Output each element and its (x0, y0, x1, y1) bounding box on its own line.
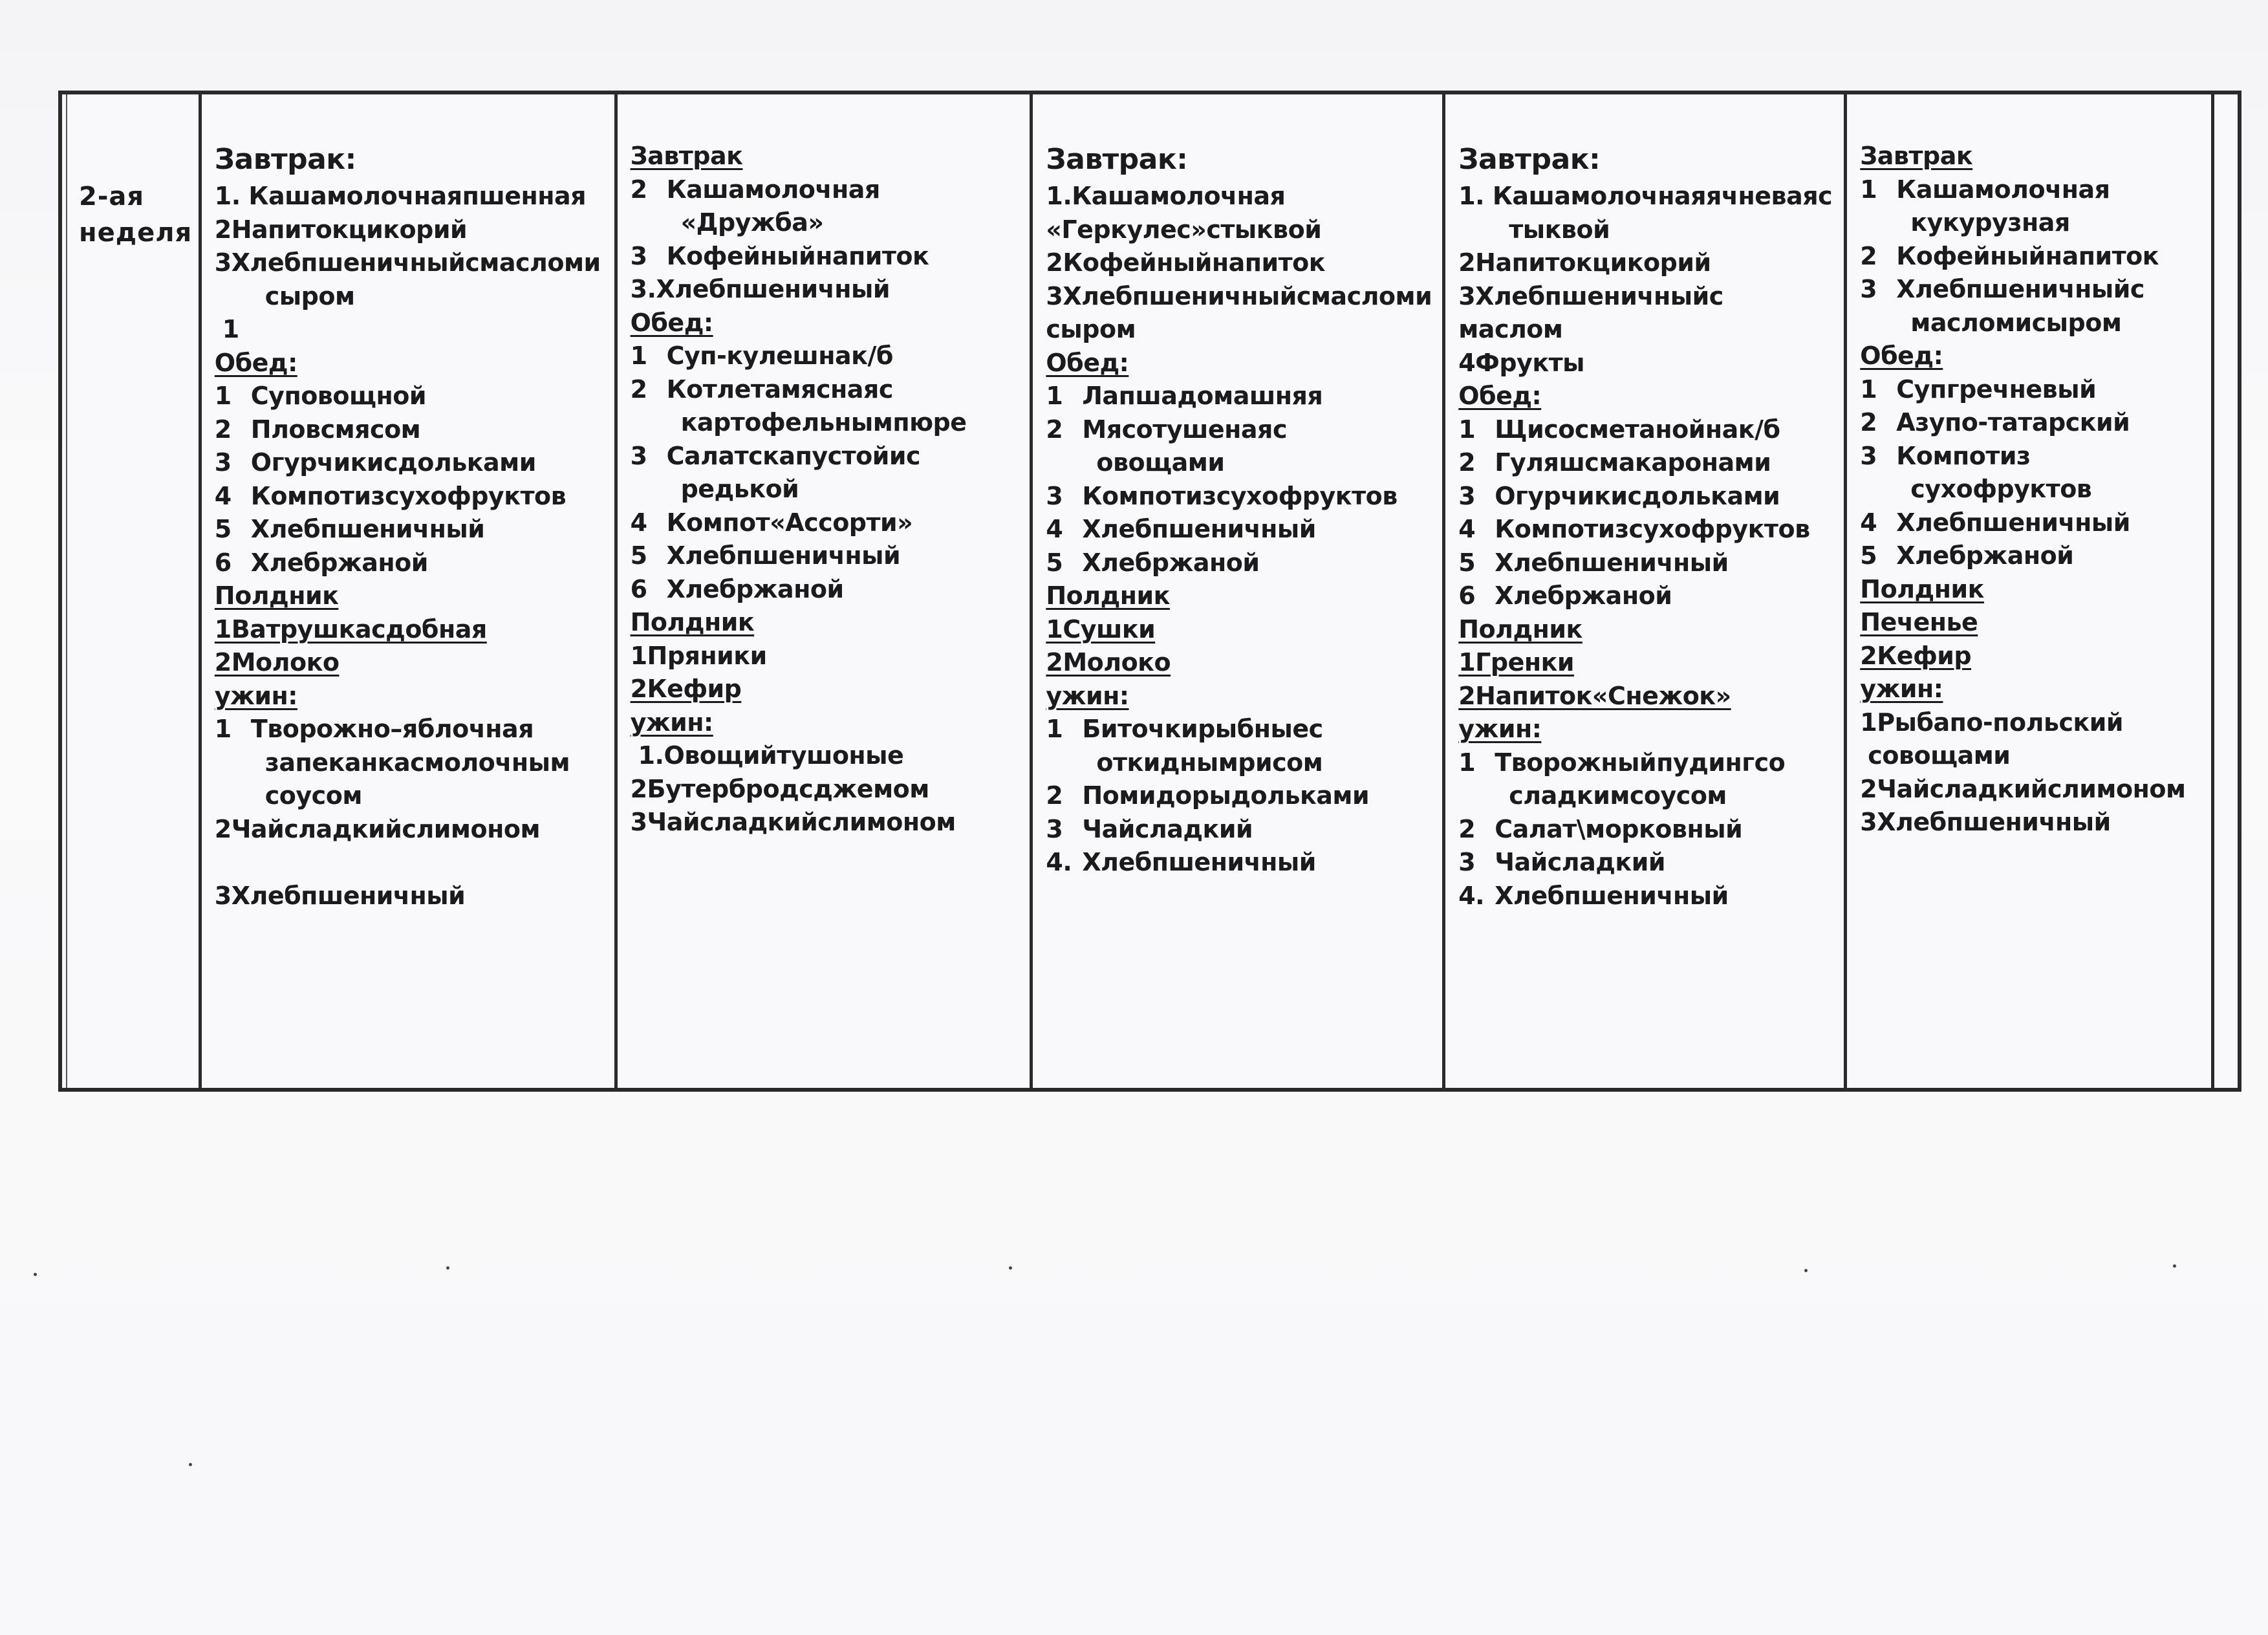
menu-line (1458, 613, 1833, 647)
item-text: Хлебпшеничный (666, 541, 901, 570)
item-number: 3 (630, 441, 647, 470)
menu-line (1458, 246, 1833, 280)
item-text: Компотиз (1896, 441, 2031, 470)
menu-line (1458, 579, 1833, 613)
item-text: Салатскапустойис (666, 441, 921, 470)
item-text: Огурчикисдольками (250, 448, 536, 477)
item-text: маслом (1458, 315, 1563, 343)
menu-line (631, 140, 1020, 173)
item-number: 5 (1458, 548, 1476, 577)
item-text: Обед: (630, 308, 713, 337)
menu-line (1860, 473, 2201, 506)
item-text: 2Кефир (1860, 641, 1972, 670)
menu-line (1458, 547, 1833, 580)
menu-line (1458, 680, 1833, 713)
menu-line (215, 446, 604, 480)
menu-line (1458, 880, 1833, 913)
week-label-line2: неделя (79, 218, 193, 248)
menu-line (1860, 773, 2201, 807)
menu-line (215, 813, 604, 847)
item-text: 1Сушки (1046, 614, 1156, 644)
menu-line (1458, 347, 1833, 380)
menu-line (215, 646, 604, 680)
item-text: тыквой (1509, 215, 1610, 244)
menu-line (1458, 213, 1833, 247)
item-text: Кофейныйнапиток (1896, 241, 2159, 270)
item-text: Компотизсухофруктов (1495, 515, 1810, 543)
item-text: Кофейныйнапиток (666, 241, 929, 270)
menu-line (631, 273, 1020, 307)
item-text: Обед: (1860, 341, 1943, 370)
menu-line (631, 440, 1020, 473)
menu-line (1860, 307, 2201, 340)
item-text: 3Хлебпшеничныйсмасломи (1046, 281, 1432, 310)
item-number: 5 (214, 515, 232, 543)
menu-line (1860, 340, 2201, 373)
menu-line (215, 579, 604, 613)
week-column (62, 94, 202, 1088)
item-text: ужин: (214, 681, 297, 710)
menu-line (1860, 806, 2201, 839)
item-text: «Дружба» (680, 208, 824, 237)
item-number: 4 (214, 481, 232, 510)
menu-line (215, 513, 604, 547)
menu-line (1458, 846, 1833, 880)
scan-speck (2173, 1264, 2176, 1268)
menu-line (215, 746, 604, 780)
item-number: 6 (1458, 581, 1476, 610)
menu-line (1860, 240, 2201, 274)
item-text: 3Хлебпшеничныйс (1458, 281, 1723, 310)
item-text: Огурчикисдольками (1495, 481, 1780, 510)
item-number: 3 (1458, 848, 1476, 876)
menu-line (1860, 706, 2201, 740)
item-text: картофельнымпюре (680, 408, 967, 437)
item-number: 3 (630, 241, 647, 270)
item-text: Хлебржаной (250, 548, 428, 577)
item-text: Компот«Ассорти» (666, 508, 913, 537)
week-label-line1: 2-ая (79, 182, 145, 211)
item-text: 3Хлебпшеничныйсмасломи (214, 248, 601, 277)
item-number: 3 (1860, 441, 1877, 470)
menu-line (1046, 680, 1432, 713)
menu-line (631, 307, 1020, 340)
menu-line (631, 606, 1020, 640)
menu-line (1458, 380, 1833, 413)
menu-line (215, 180, 604, 213)
item-text: 2Чайсладкийслимоном (214, 814, 541, 843)
menu-line (1458, 180, 1833, 213)
item-text: сухофруктов (1910, 475, 2092, 503)
item-number: 6 (214, 548, 232, 577)
menu-line (1458, 313, 1833, 347)
item-text: Завтрак: (214, 143, 356, 176)
item-text: Хлебпшеничный (1495, 548, 1729, 577)
item-text: Печенье (1860, 608, 1978, 636)
day-column-2 (618, 94, 1033, 1088)
menu-line (1046, 646, 1432, 680)
item-text: 4Фрукты (1458, 348, 1585, 377)
item-text: 1Ватрушкасдобная (214, 614, 487, 644)
item-number: 3 (1046, 814, 1063, 843)
scan-speck (1804, 1269, 1808, 1272)
item-text: Компотизсухофруктов (1082, 481, 1398, 510)
menu-line (1046, 547, 1432, 580)
menu-line (631, 173, 1020, 207)
item-text: Завтрак (630, 142, 743, 170)
item-text: 2Молоко (214, 648, 340, 677)
menu-line (1860, 506, 2201, 540)
menu-line (215, 846, 604, 880)
item-number: 2 (1046, 781, 1063, 810)
item-number: 1 (214, 382, 232, 410)
item-text: Полдник (1046, 581, 1170, 610)
menu-line (1458, 513, 1833, 547)
item-text: ужин: (1458, 715, 1542, 743)
menu-line (1046, 313, 1432, 347)
item-text: кукурузная (1910, 208, 2070, 237)
menu-line (1458, 813, 1833, 847)
menu-line (1458, 446, 1833, 480)
item-text: Мясотушенаяс (1082, 415, 1287, 444)
item-number: 1 (1046, 715, 1063, 743)
item-text: Обед: (1046, 348, 1129, 377)
item-number: 2 (630, 175, 647, 204)
menu-line (215, 713, 604, 746)
item-text: Щисосметанойнак/б (1495, 415, 1780, 444)
item-text: овощами (1096, 448, 1225, 477)
item-number: 5 (630, 541, 647, 570)
menu-table (58, 91, 2241, 1092)
menu-line (631, 673, 1020, 706)
item-text: Компотизсухофруктов (250, 481, 567, 510)
menu-line (631, 506, 1020, 540)
item-text: «Геркулес»стыквой (1046, 215, 1322, 244)
menu-line (1046, 246, 1432, 280)
menu-line (631, 473, 1020, 506)
menu-line (631, 706, 1020, 740)
menu-line (1046, 846, 1432, 880)
item-text: 2Напиток«Снежок» (1458, 681, 1731, 710)
menu-line (1458, 746, 1833, 780)
item-text: Помидорыдольками (1082, 781, 1370, 810)
menu-line (215, 680, 604, 713)
menu-line (215, 380, 604, 413)
item-text: Чайсладкий (1495, 848, 1665, 876)
menu-line (631, 406, 1020, 440)
day-column-1 (202, 94, 618, 1088)
item-number: 2 (1458, 814, 1476, 843)
item-text: Хлебржаной (666, 574, 844, 603)
scan-speck (34, 1273, 37, 1276)
item-text: Завтрак: (1046, 143, 1188, 176)
day-column-6 (2214, 94, 2238, 1088)
day-column-3 (1033, 94, 1445, 1088)
item-text: Хлебржаной (1896, 541, 2074, 570)
menu-line (215, 547, 604, 580)
item-text: Хлебпшеничный (1495, 881, 1729, 910)
item-text: Творожно–яблочная (250, 715, 534, 743)
item-text: запеканкасмолочным (265, 748, 570, 777)
item-text: 1. Кашамолочнаяпшенная (214, 182, 587, 210)
item-text: 2Бутербродсджемом (630, 774, 929, 803)
menu-line (1860, 673, 2201, 706)
item-text: Кашамолочная (1896, 175, 2110, 204)
item-text: Хлебржаной (1082, 548, 1260, 577)
menu-line (215, 280, 604, 314)
item-text: Азупо-татарский (1896, 408, 2130, 437)
menu-line (1046, 579, 1432, 613)
menu-line (1458, 713, 1833, 746)
item-text: ужин: (630, 708, 713, 737)
menu-line (215, 313, 604, 347)
item-text: Суповощной (250, 382, 426, 410)
menu-line (1860, 273, 2201, 307)
day-column-5 (1847, 94, 2214, 1088)
menu-line (1458, 779, 1833, 813)
item-text: 1.Кашамолочная (1046, 182, 1286, 210)
menu-line (1458, 646, 1833, 680)
item-number: 2 (1458, 448, 1476, 477)
item-text: Котлетамяснаяс (666, 374, 893, 404)
item-number: 4. (1046, 848, 1072, 876)
menu-line (631, 773, 1020, 807)
item-text: 1Пряники (630, 641, 767, 670)
item-text: 2Напитокцикорий (1458, 248, 1711, 277)
menu-line (1860, 406, 2201, 440)
menu-line (631, 206, 1020, 240)
item-number: 4 (630, 508, 647, 537)
item-text: Завтрак: (1458, 143, 1601, 176)
menu-line (1860, 573, 2201, 607)
item-text: редькой (680, 475, 799, 503)
item-text: 3.Хлебпшеничный (630, 275, 890, 303)
menu-line (1046, 779, 1432, 813)
item-text: сыром (1046, 315, 1136, 343)
menu-line (1046, 480, 1432, 514)
menu-line (1046, 213, 1432, 247)
item-number: 3 (214, 448, 232, 477)
item-text: сладкимсоусом (1509, 781, 1727, 810)
item-text: Хлебпшеничный (1082, 848, 1316, 876)
item-text: совощами (1868, 741, 2011, 770)
item-text: Хлебпшеничный (1896, 508, 2130, 537)
item-text: Пловсмясом (250, 415, 421, 444)
item-text: Салат\морковный (1495, 814, 1743, 843)
menu-line (1458, 140, 1833, 180)
menu-line (215, 779, 604, 813)
item-text: 1 (222, 315, 239, 343)
menu-line (1046, 613, 1432, 647)
scan-speck (446, 1266, 449, 1270)
item-number: 5 (1860, 541, 1877, 570)
item-number: 1 (1046, 382, 1063, 410)
menu-line (215, 480, 604, 514)
menu-line (1458, 413, 1833, 447)
item-text: Гуляшсмакаронами (1495, 448, 1771, 477)
menu-line (215, 213, 604, 247)
scan-speck (189, 1463, 192, 1466)
menu-line (631, 739, 1020, 773)
item-number: 3 (1860, 275, 1877, 303)
item-text: Полдник (1860, 574, 1984, 603)
menu-line (1860, 373, 2201, 407)
menu-line (215, 880, 604, 913)
item-text: 2Чайсладкийслимоном (1860, 774, 2186, 803)
item-number: 2 (630, 374, 647, 404)
item-text: Чайсладкий (1082, 814, 1253, 843)
menu-line (1046, 140, 1432, 180)
menu-line (1458, 280, 1833, 314)
item-text: Полдник (1458, 614, 1582, 644)
item-text: соусом (265, 781, 362, 810)
item-text: 1Рыбапо-польский (1860, 708, 2124, 737)
menu-line (1046, 713, 1432, 746)
item-number: 1 (1458, 748, 1476, 777)
item-text: ужин: (1046, 681, 1129, 710)
menu-line (631, 573, 1020, 607)
item-text: Хлебпшеничный (1082, 515, 1316, 543)
item-text: Хлебпшеничныйс (1896, 275, 2144, 303)
menu-line (1046, 513, 1432, 547)
item-text: Обед: (214, 348, 297, 377)
menu-line (1046, 413, 1432, 447)
item-text: откиднымрисом (1096, 748, 1323, 777)
menu-line (215, 613, 604, 647)
item-number: 2 (214, 415, 232, 444)
item-text: Биточкирыбныес (1082, 715, 1323, 743)
item-number: 3 (1458, 481, 1476, 510)
item-text: 3Хлебпшеничный (214, 881, 466, 910)
item-text: Завтрак (1860, 142, 1973, 170)
item-text: Хлебржаной (1495, 581, 1672, 610)
item-text: Суп-кулешнак/б (666, 341, 893, 370)
menu-line (631, 806, 1020, 839)
menu-line (1046, 280, 1432, 314)
menu-line (1860, 440, 2201, 473)
menu-line (1046, 446, 1432, 480)
item-text: Полдник (630, 608, 755, 636)
item-number: 2 (1046, 415, 1063, 444)
item-text: Творожныйпудингсо (1495, 748, 1786, 777)
item-number: 4 (1860, 508, 1877, 537)
item-text: 3Чайсладкийслимоном (630, 808, 956, 836)
menu-line (1046, 180, 1432, 213)
item-number: 1 (214, 715, 232, 743)
item-number: 4 (1046, 515, 1063, 543)
item-text: Лапшадомашняя (1082, 382, 1323, 410)
menu-line (215, 413, 604, 447)
item-number: 3 (1046, 481, 1063, 510)
item-text: Кашамолочная (666, 175, 880, 204)
item-number: 1 (630, 341, 647, 370)
item-text: Хлебпшеничный (250, 515, 485, 543)
menu-line (631, 340, 1020, 373)
menu-line (631, 240, 1020, 274)
item-number: 6 (630, 574, 647, 603)
scan-speck (1009, 1266, 1012, 1270)
menu-line (631, 373, 1020, 407)
item-number: 1 (1860, 175, 1877, 204)
menu-line (215, 347, 604, 380)
item-text: 1. Кашамолочнаяячневаяс (1458, 182, 1833, 210)
item-text: 3Хлебпшеничный (1860, 808, 2111, 836)
menu-line (1860, 606, 2201, 640)
item-text: ужин: (1860, 675, 1943, 703)
item-number: 4. (1458, 881, 1485, 910)
menu-line (631, 640, 1020, 673)
menu-line (1046, 746, 1432, 780)
item-text: 2Напитокцикорий (214, 215, 468, 244)
item-text: Супгречневый (1896, 374, 2097, 404)
item-number: 1 (1860, 374, 1877, 404)
day-column-4 (1445, 94, 1847, 1088)
item-number: 2 (1860, 408, 1877, 437)
item-number: 2 (1860, 241, 1877, 270)
menu-line (1860, 539, 2201, 573)
item-text: сыром (265, 281, 355, 310)
menu-line (215, 246, 604, 280)
item-number: 5 (1046, 548, 1063, 577)
menu-line (1046, 380, 1432, 413)
item-number: 1 (1458, 415, 1476, 444)
menu-line (631, 539, 1020, 573)
menu-line (1046, 347, 1432, 380)
menu-line (1860, 173, 2201, 207)
menu-line (1860, 206, 2201, 240)
menu-line (1860, 739, 2201, 773)
menu-line (215, 140, 604, 180)
menu-line (1458, 480, 1833, 514)
item-text: 1.Овощийтушоные (638, 741, 904, 770)
item-text: 1Гренки (1458, 648, 1575, 677)
item-text: Полдник (214, 581, 339, 610)
item-text: 2Кефир (630, 675, 742, 703)
menu-line (1046, 813, 1432, 847)
item-text: масломисыром (1910, 308, 2122, 337)
menu-line (1860, 140, 2201, 173)
item-text: 2Молоко (1046, 648, 1171, 677)
menu-line (1860, 640, 2201, 673)
item-text: Обед: (1458, 382, 1542, 410)
item-text: 2Кофейныйнапиток (1046, 248, 1326, 277)
item-number: 4 (1458, 515, 1476, 543)
